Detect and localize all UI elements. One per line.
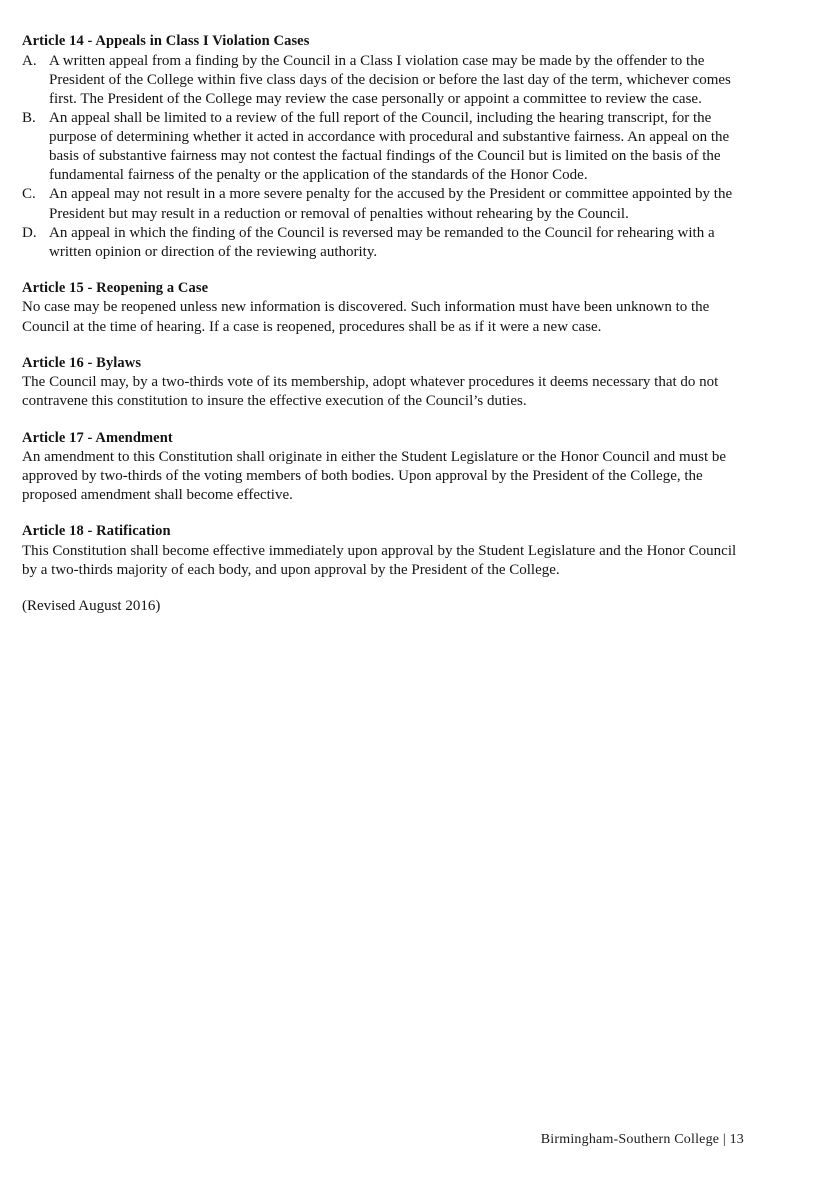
article-15-heading: Article 15 - Reopening a Case — [22, 279, 209, 296]
list-marker: D. — [22, 224, 37, 241]
list-marker: A. — [22, 52, 37, 69]
list-item-text: An appeal in which the finding of the Council is reversed may be remanded to the Council for rehearing with a written opinion or direction of the reviewing authority. — [49, 224, 715, 260]
list-item-text: An appeal may not result in a more severe penalty for the accused by the President or committee appointed by the President but may result in a reduction or removal of penalties without rehearing by the Council. — [49, 186, 733, 222]
section-spacer — [22, 262, 744, 279]
list-item-text: An appeal shall be limited to a review of the full report of the Council, including the hearing transcript, for the purpose of determining whether it acted in accordance with procedural and substantive fairness. An appeal on the basis of substantive fairness may not contest the factual findings of the Council but is limited on the basis of the fundamental fairness of the penalty or the application of the standards of the Honor Code. — [49, 109, 730, 184]
revised-note: (Revised August 2016) — [22, 598, 161, 615]
list-marker: C. — [22, 186, 36, 203]
article-14-list — [22, 52, 744, 262]
list-item — [22, 52, 744, 109]
list-item — [22, 109, 744, 186]
article-16-heading: Article 16 - Bylaws — [22, 354, 142, 371]
section-spacer — [22, 412, 744, 429]
list-marker: B. — [22, 109, 36, 126]
section-spacer — [22, 580, 744, 597]
list-item — [22, 224, 744, 262]
article-17-heading: Article 17 - Amendment — [22, 429, 173, 446]
article-18-heading: Article 18 - Ratification — [22, 523, 171, 540]
article-16-paragraph: The Council may, by a two-thirds vote of its membership, adopt whatever procedures it deems necessary that do not contravene this constitution to insure the effective execution of the Council’s duties. — [22, 374, 719, 410]
list-item — [22, 185, 744, 223]
article-18-paragraph: This Constitution shall become effective immediately upon approval by the Student Legislature and the Honor Council by a two-thirds majority of each body, and upon approval by the President of the College. — [22, 542, 737, 579]
article-15-paragraph: No case may be reopened unless new information is discovered. Such information must have been unknown to the Council at the time of hearing. If a case is reopened, procedures shall be as if it were a new case. — [22, 299, 710, 335]
article-17-paragraph: An amendment to this Constitution shall originate in either the Student Legislature or the Honor Council and must be approved by two-thirds of the voting members of both bodies. Upon approval by the President of the College, the proposed amendment shall become effective. — [22, 449, 727, 504]
article-14-heading: Article 14 - Appeals in Class I Violation Cases — [22, 33, 310, 49]
list-item-text: A written appeal from a finding by the Council in a Class I violation case may be made by the offender to the President of the College within five class days of the decision or before the last day of the term, whichever comes first. The President of the College may review the case personally or appoint a committee to review the case. — [49, 52, 731, 107]
section-spacer — [22, 337, 744, 354]
page-footer: Birmingham-Southern College | 13 — [540, 1132, 744, 1147]
section-spacer — [22, 505, 744, 522]
